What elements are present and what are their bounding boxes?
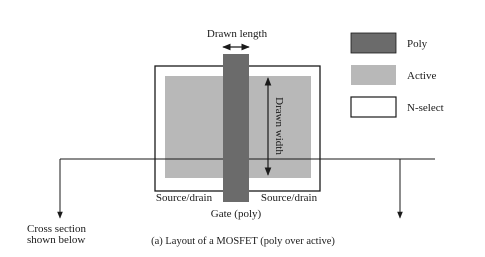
legend-swatch-n-select <box>351 97 396 117</box>
legend-label-active: Active <box>407 70 437 82</box>
legend <box>351 33 444 117</box>
drawn-width-label: Drawn width <box>273 97 285 155</box>
legend-swatch-active <box>351 65 396 85</box>
figure-caption: (a) Layout of a MOSFET (poly over active) <box>151 236 335 247</box>
cross-section-label-line1: Cross section <box>27 223 86 235</box>
poly-gate <box>223 54 249 202</box>
legend-label-poly: Poly <box>407 38 428 50</box>
source-drain-right-label: Source/drain <box>260 192 318 204</box>
legend-label-n-select: N-select <box>407 102 444 114</box>
cross-section-label-line2: shown below <box>27 234 86 246</box>
legend-swatch-poly <box>351 33 396 53</box>
gate-label: Gate (poly) <box>210 208 262 220</box>
source-drain-left-label: Source/drain <box>155 192 213 204</box>
drawn-length-label: Drawn length <box>206 28 268 40</box>
